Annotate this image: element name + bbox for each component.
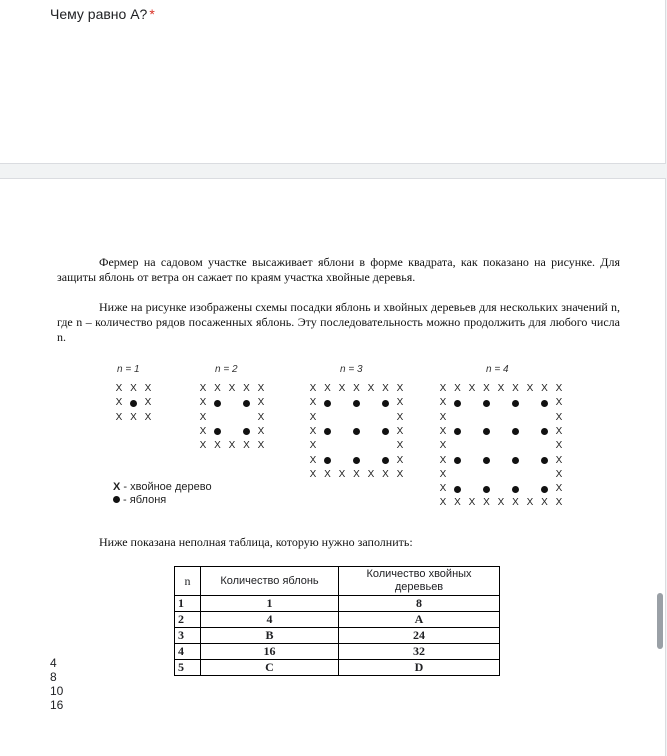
conifer-mark: X bbox=[338, 468, 346, 480]
conifer-mark: X bbox=[309, 383, 317, 394]
conifer-mark: X bbox=[228, 383, 236, 394]
apple-mark bbox=[454, 486, 461, 493]
conifer-mark: X bbox=[257, 425, 265, 437]
conifer-mark: X bbox=[130, 411, 137, 423]
conifer-mark: X bbox=[214, 383, 221, 394]
apple-mark bbox=[353, 457, 360, 464]
conifer-mark: X bbox=[115, 397, 123, 409]
apple-mark bbox=[483, 486, 490, 493]
conifer-mark: X bbox=[309, 454, 317, 466]
apple-legend-icon bbox=[113, 496, 120, 503]
conifer-mark: X bbox=[396, 468, 404, 480]
conifer-mark: X bbox=[130, 383, 137, 394]
conifer-mark: X bbox=[144, 397, 152, 409]
apple-mark bbox=[512, 400, 519, 407]
conifer-mark: X bbox=[309, 397, 317, 409]
table-row: 1 1 8 bbox=[175, 596, 500, 612]
conifer-mark: X bbox=[526, 383, 534, 394]
answer-option-1[interactable]: 4 bbox=[50, 656, 57, 670]
conifer-mark: X bbox=[555, 440, 563, 452]
table-row: 4 16 32 bbox=[175, 644, 500, 660]
table-row: 2 4 A bbox=[175, 612, 500, 628]
conifer-mark: X bbox=[555, 383, 563, 394]
apple-mark bbox=[382, 400, 389, 407]
apple-mark bbox=[382, 457, 389, 464]
label-n3: n = 3 bbox=[340, 364, 363, 375]
header-n: n bbox=[175, 567, 201, 596]
label-n1: n = 1 bbox=[117, 364, 140, 375]
conifer-mark: X bbox=[382, 468, 389, 480]
conifer-mark: X bbox=[309, 468, 317, 480]
conifer-mark: X bbox=[309, 440, 317, 452]
conifer-mark: X bbox=[439, 483, 447, 495]
conifer-mark: X bbox=[555, 397, 563, 409]
conifer-mark: X bbox=[396, 440, 404, 452]
question-image-card bbox=[0, 178, 666, 756]
conifer-mark: X bbox=[353, 383, 360, 394]
table-row: 5 C D bbox=[175, 660, 500, 676]
conifer-mark: X bbox=[309, 425, 317, 437]
table-header-row bbox=[175, 567, 500, 596]
conifer-mark: X bbox=[483, 383, 490, 394]
apple-mark bbox=[353, 428, 360, 435]
conifer-mark: X bbox=[439, 425, 447, 437]
conifer-mark: X bbox=[512, 497, 519, 509]
table-intro: Ниже показана неполная таблица, которую нужно заполнить: bbox=[99, 535, 413, 549]
answer-option-3[interactable]: 10 bbox=[50, 684, 64, 698]
conifer-mark: X bbox=[396, 454, 404, 466]
conifer-mark: X bbox=[483, 497, 490, 509]
apple-mark bbox=[483, 428, 490, 435]
conifer-mark: X bbox=[199, 383, 207, 394]
apple-mark bbox=[214, 428, 221, 435]
apple-mark bbox=[541, 457, 548, 464]
conifer-mark: X bbox=[526, 497, 534, 509]
apple-mark bbox=[541, 486, 548, 493]
figure-legend: X - хвойное дерево - яблоня bbox=[113, 481, 212, 506]
conifer-mark: X bbox=[257, 397, 265, 409]
conifer-mark: X bbox=[144, 411, 152, 423]
apple-mark bbox=[541, 400, 548, 407]
paragraph-2: Ниже на рисунке изображены схемы посадки яблонь и хвойных деревьев для нескольких значений n, где n – количество рядов посаженных яблонь. Эту последовательность можно продолжить для любого числа n. bbox=[57, 300, 620, 344]
conifer-mark: X bbox=[439, 411, 447, 423]
apple-mark bbox=[353, 400, 360, 407]
conifer-mark: X bbox=[199, 425, 207, 437]
conifer-mark: X bbox=[257, 440, 265, 452]
apple-mark bbox=[324, 428, 331, 435]
conifer-mark: X bbox=[228, 440, 236, 452]
conifer-mark: X bbox=[243, 383, 250, 394]
conifer-mark: X bbox=[199, 411, 207, 423]
conifer-mark: X bbox=[338, 383, 346, 394]
conifer-mark: X bbox=[257, 411, 265, 423]
conifer-mark: X bbox=[396, 383, 404, 394]
apple-mark bbox=[454, 400, 461, 407]
apple-mark bbox=[243, 428, 250, 435]
conifer-mark: X bbox=[439, 497, 447, 509]
sequence-table bbox=[174, 566, 500, 676]
answer-option-2[interactable]: 8 bbox=[50, 670, 57, 684]
conifer-mark: X bbox=[439, 468, 447, 480]
conifer-mark: X bbox=[555, 454, 563, 466]
conifer-mark: X bbox=[214, 440, 221, 452]
conifer-mark: X bbox=[497, 383, 505, 394]
apple-mark bbox=[483, 400, 490, 407]
conifer-mark: X bbox=[367, 468, 375, 480]
image-scrollbar[interactable] bbox=[657, 593, 663, 649]
conifer-mark: X bbox=[396, 425, 404, 437]
apple-mark bbox=[324, 457, 331, 464]
conifer-mark: X bbox=[541, 383, 548, 394]
conifer-mark: X bbox=[468, 383, 476, 394]
apple-mark bbox=[541, 428, 548, 435]
conifer-mark: X bbox=[324, 383, 331, 394]
paragraph-1: Фермер на садовом участке высаживает яблони в форме квадрата, как показано на рисунке. Для защиты яблонь от ветра он сажает по краям участка хвойные деревья. bbox=[57, 255, 620, 284]
table-row: 3 B 24 bbox=[175, 628, 500, 644]
conifer-mark: X bbox=[309, 411, 317, 423]
apple-mark bbox=[454, 428, 461, 435]
conifer-mark: X bbox=[115, 383, 123, 394]
conifer-mark: X bbox=[454, 497, 461, 509]
conifer-mark: X bbox=[439, 397, 447, 409]
label-n4: n = 4 bbox=[486, 364, 509, 375]
apple-mark bbox=[130, 400, 137, 407]
conifer-mark: X bbox=[396, 397, 404, 409]
conifer-mark: X bbox=[199, 397, 207, 409]
question-title: Чему равно А? * bbox=[50, 6, 155, 22]
conifer-mark: X bbox=[199, 440, 207, 452]
apple-mark bbox=[382, 428, 389, 435]
question-card bbox=[0, 0, 666, 164]
conifer-mark: X bbox=[439, 383, 447, 394]
conifer-mark: X bbox=[257, 383, 265, 394]
apple-mark bbox=[454, 457, 461, 464]
conifer-mark: X bbox=[324, 468, 331, 480]
header-apples: Количество яблонь bbox=[201, 567, 339, 596]
apple-mark bbox=[512, 428, 519, 435]
conifer-mark: X bbox=[454, 383, 461, 394]
header-conifers: Количество хвойных деревьев bbox=[339, 567, 500, 596]
conifer-mark: X bbox=[144, 383, 152, 394]
conifer-mark: X bbox=[555, 411, 563, 423]
conifer-mark: X bbox=[115, 411, 123, 423]
apple-mark bbox=[214, 400, 221, 407]
conifer-mark: X bbox=[439, 440, 447, 452]
conifer-mark: X bbox=[353, 468, 360, 480]
conifer-mark: X bbox=[555, 483, 563, 495]
conifer-mark: X bbox=[367, 383, 375, 394]
apple-mark bbox=[512, 486, 519, 493]
conifer-mark: X bbox=[382, 383, 389, 394]
apple-mark bbox=[324, 400, 331, 407]
required-mark: * bbox=[149, 6, 155, 22]
conifer-mark: X bbox=[468, 497, 476, 509]
conifer-mark: X bbox=[541, 497, 548, 509]
conifer-mark: X bbox=[512, 383, 519, 394]
conifer-mark: X bbox=[555, 425, 563, 437]
conifer-mark: X bbox=[497, 497, 505, 509]
apple-mark bbox=[483, 457, 490, 464]
apple-mark bbox=[243, 400, 250, 407]
answer-option-4[interactable]: 16 bbox=[50, 698, 64, 712]
conifer-mark: X bbox=[243, 440, 250, 452]
conifer-mark: X bbox=[396, 411, 404, 423]
label-n2: n = 2 bbox=[215, 364, 238, 375]
conifer-mark: X bbox=[555, 497, 563, 509]
conifer-mark: X bbox=[439, 454, 447, 466]
apple-mark bbox=[512, 457, 519, 464]
conifer-mark: X bbox=[555, 468, 563, 480]
